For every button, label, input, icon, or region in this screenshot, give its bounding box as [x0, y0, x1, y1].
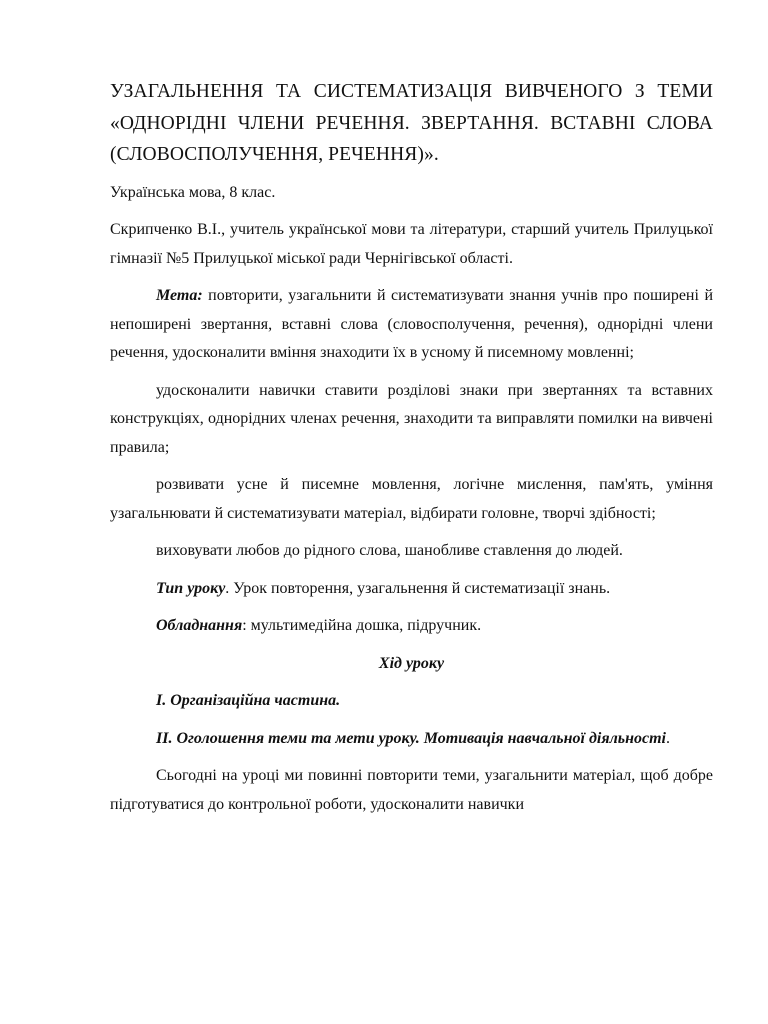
author-line: Скрипченко В.І., учитель української мови та літератури, старший учитель Прилуцької гімназії №5 Прилуцької міської ради Чернігівської області.: [110, 221, 713, 267]
step-2-text: .: [665, 729, 670, 747]
goal-item-2: удосконалити навички ставити розділові знаки при звертаннях та вставних конструкціях, однорідних членах речення, знаходити та виправляти помилки на вивчені правила;: [110, 381, 713, 456]
equipment-label: Обладнання: [156, 617, 243, 634]
lesson-type-paragraph: [110, 575, 713, 604]
lesson-type-text: . Урок повторення, узагальнення й систематизації знань.: [225, 579, 611, 597]
lesson-type-label: Тип уроку: [156, 579, 226, 597]
step-2-label: ІІ. Оголошення теми та мети уроку. Мотивація навчальної діяльності: [156, 729, 666, 747]
document-page: [110, 76, 713, 819]
step-1-heading: І. Організаційна частина.: [156, 692, 341, 709]
step-2-heading: [110, 725, 713, 754]
section-heading: Хід уроку: [378, 654, 445, 672]
body-paragraph: Сьогодні на уроці ми повинні повторити теми, узагальнити матеріал, щоб добре підготуватися до контрольної роботи, удосконалити навички: [110, 767, 713, 813]
goal-paragraph: [110, 282, 713, 368]
goal-item-4: виховувати любов до рідного слова, шанобливе ставлення до людей.: [156, 542, 623, 559]
subject-line: Українська мова, 8 клас.: [110, 183, 276, 201]
equipment-text: : мультимедійна дошка, підручник.: [242, 617, 482, 634]
goal-item-3: розвивати усне й писемне мовлення, логічне мислення, пам'ять, уміння узагальнювати й систематизувати матеріал, відбирати головне, творчі здібності;: [110, 476, 713, 522]
document-title: УЗАГАЛЬНЕННЯ ТА СИСТЕМАТИЗАЦІЯ ВИВЧЕНОГО З ТЕМИ «ОДНОРІДНІ ЧЛЕНИ РЕЧЕННЯ. ЗВЕРТАННЯ. ВСТАВНІ СЛОВА (СЛОВОСПОЛУЧЕННЯ, РЕЧЕННЯ)».: [110, 81, 713, 165]
goal-text: повторити, узагальнити й систематизувати знання учнів про поширені й непоширені звертання, вставні слова (словосполучення, речення), однорідні члени речення, удосконалити вміння знаходити їх в усному й писемному мовленні;: [110, 287, 713, 361]
goal-label: Мета:: [156, 287, 203, 304]
equipment-paragraph: [110, 612, 713, 641]
